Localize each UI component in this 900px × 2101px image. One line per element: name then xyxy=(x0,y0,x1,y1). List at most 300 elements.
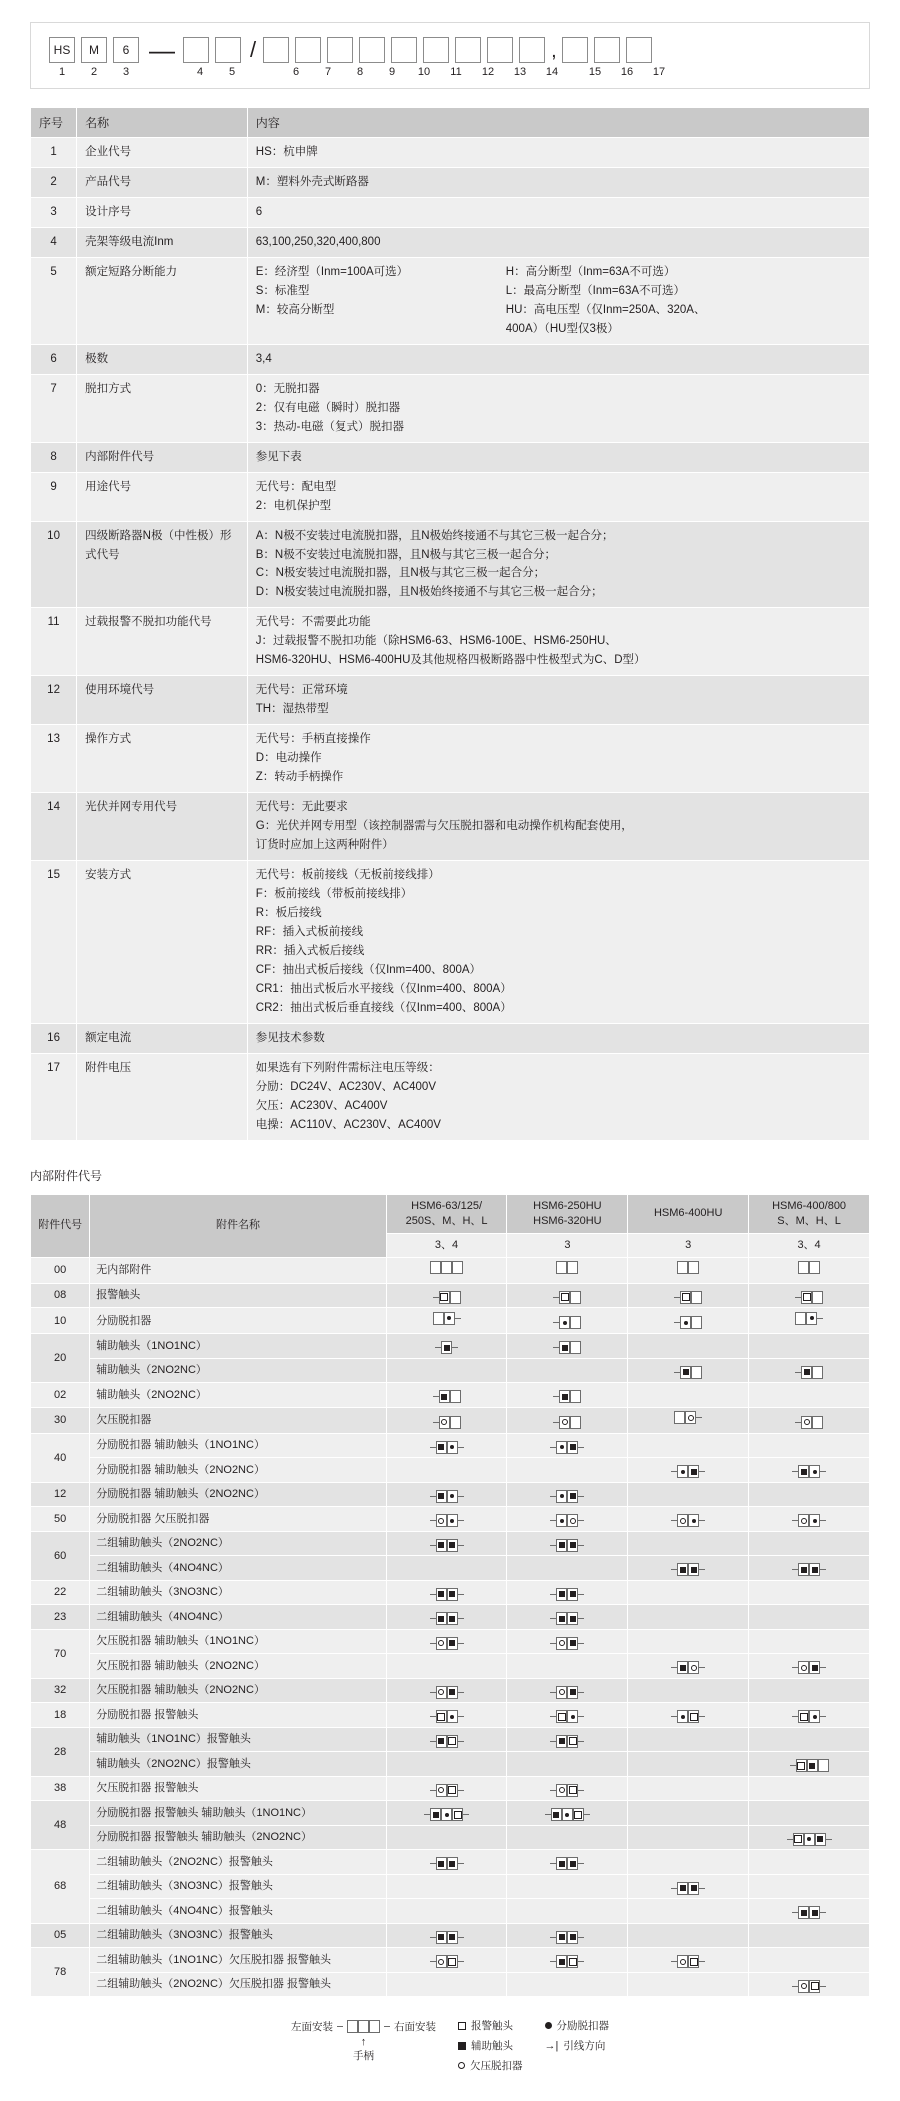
aux-contact-icon xyxy=(567,1637,578,1650)
accessory-section-title: 内部附件代号 xyxy=(30,1168,103,1183)
accessory-code: 02 xyxy=(31,1383,90,1408)
shunt-trip-icon xyxy=(562,1808,573,1821)
acc-header-col-0 xyxy=(386,1194,507,1234)
accessory-symbol xyxy=(430,1857,464,1871)
row-name: 四级断路器N极（中性极）形式代号 xyxy=(77,521,248,608)
acc-header-name: 附件名称 xyxy=(90,1194,386,1257)
accessory-row xyxy=(31,1752,870,1777)
shunt-trip-icon xyxy=(556,1490,567,1503)
accessory-symbol xyxy=(677,1261,699,1275)
accessory-symbol-cell xyxy=(507,1556,628,1581)
alarm-contact-icon xyxy=(798,1710,809,1723)
code-num-8: 8 xyxy=(356,66,364,78)
aux-contact-icon xyxy=(680,1366,691,1379)
accessory-symbol-cell xyxy=(749,1874,870,1899)
code-slot-14 xyxy=(519,37,545,63)
accessory-symbol-cell xyxy=(749,1580,870,1605)
accessory-code: 28 xyxy=(31,1727,90,1776)
accessory-code: 68 xyxy=(31,1850,90,1924)
accessory-symbol xyxy=(550,1857,584,1871)
accessory-symbol-cell xyxy=(386,1605,507,1630)
row-name: 光伏并网专用代号 xyxy=(77,793,248,861)
accessory-symbol xyxy=(674,1290,702,1304)
lead-line-icon xyxy=(699,1716,705,1717)
accessory-symbol xyxy=(430,1261,463,1275)
accessory-symbol xyxy=(430,1734,464,1748)
aux-contact-icon xyxy=(556,1931,567,1944)
accessory-symbol xyxy=(553,1341,581,1355)
accessory-symbol xyxy=(430,1955,464,1969)
code-slot-1: HS xyxy=(49,37,75,63)
content-line: C：N极安装过电流脱扣器，且N极与其它三极一起合分； xyxy=(255,567,546,580)
accessory-symbol xyxy=(674,1316,702,1330)
aux-contact-icon xyxy=(436,1539,447,1552)
accessory-symbol-cell xyxy=(628,1531,749,1556)
row-name: 产品代号 xyxy=(77,167,248,197)
accessory-symbol xyxy=(550,1612,584,1626)
aux-contact-icon xyxy=(556,1955,567,1968)
content-line: 6 xyxy=(255,205,263,218)
accessory-symbol-cell xyxy=(749,1482,870,1507)
accessory-symbol-cell xyxy=(386,1923,507,1948)
accessory-symbol-cell xyxy=(749,1458,870,1483)
row-name: 极数 xyxy=(77,344,248,374)
accessory-symbol-cell xyxy=(386,1825,507,1850)
accessory-symbol-cell xyxy=(507,1407,628,1433)
lead-line-icon xyxy=(578,1692,584,1693)
row-name: 使用环境代号 xyxy=(77,676,248,725)
undervoltage-trip-icon xyxy=(798,1514,809,1527)
content-line: 订货时应加上这两种附件） xyxy=(255,839,394,852)
accessory-symbol-cell xyxy=(507,1482,628,1507)
code-slot-3: 6 xyxy=(113,37,139,63)
empty-box-icon xyxy=(691,1291,702,1304)
legend-handle xyxy=(291,2036,436,2063)
code-slot-6 xyxy=(263,37,289,63)
alarm-contact-icon xyxy=(447,1955,458,1968)
accessory-symbol xyxy=(545,1808,590,1822)
lead-line-icon xyxy=(458,1618,464,1619)
accessory-symbol-cell xyxy=(386,1531,507,1556)
accessory-row xyxy=(31,1899,870,1924)
alarm-contact-icon xyxy=(567,1735,578,1748)
lead-line-icon xyxy=(820,1986,826,1987)
shunt-trip-icon xyxy=(444,1312,455,1325)
content-line: 2：电机保护型 xyxy=(255,499,332,512)
row-no: 12 xyxy=(31,676,77,725)
accessory-symbol-cell xyxy=(386,1556,507,1581)
content-line: B：N极不安装过电流脱扣器，且N极与其它三极一起合分； xyxy=(255,548,557,561)
code-slot-15 xyxy=(562,37,588,63)
accessory-symbol xyxy=(792,1514,826,1528)
lead-line-icon xyxy=(820,1716,826,1717)
empty-box-icon xyxy=(433,1312,444,1325)
accessory-symbol xyxy=(433,1390,461,1404)
content-line: 无代号：手柄直接操作 xyxy=(255,733,371,746)
accessory-name: 辅助触头（1NO1NC） xyxy=(90,1334,386,1359)
accessory-name: 二组辅助触头（3NO3NC）报警触头 xyxy=(90,1874,386,1899)
accessory-code: 20 xyxy=(31,1334,90,1383)
content-line: M：塑料外壳式断路器 xyxy=(255,175,369,188)
code-comma: , xyxy=(551,40,557,62)
row-name: 壳架等级电流Inm xyxy=(77,227,248,257)
lead-line-icon xyxy=(820,1912,826,1913)
row-content xyxy=(247,793,869,861)
shunt-trip-icon xyxy=(688,1514,699,1527)
code-slot-13 xyxy=(487,37,513,63)
undervoltage-trip-icon xyxy=(801,1416,812,1429)
accessory-symbol-cell xyxy=(507,1358,628,1383)
content-line: 3,4 xyxy=(255,352,272,365)
aux-contact-icon xyxy=(567,1857,578,1870)
empty-box-icon xyxy=(570,1390,581,1403)
table-row xyxy=(31,167,870,197)
row-no: 5 xyxy=(31,257,77,344)
accessory-code-table xyxy=(30,1194,870,1998)
accessory-code: 00 xyxy=(31,1257,90,1283)
content-line: 参见下表 xyxy=(255,450,302,463)
aux-contact-icon xyxy=(430,1808,441,1821)
accessory-name: 二组辅助触头（3NO3NC） xyxy=(90,1580,386,1605)
empty-box-icon xyxy=(691,1316,702,1329)
table-row xyxy=(31,442,870,472)
code-slot-7 xyxy=(295,37,321,63)
accessory-symbol xyxy=(792,1563,826,1577)
header-name: 名称 xyxy=(77,108,248,138)
legend-column-1 xyxy=(458,2015,523,2073)
legend-item-shunt xyxy=(545,2018,610,2033)
accessory-symbol-cell xyxy=(507,1727,628,1752)
accessory-symbol-cell xyxy=(749,1776,870,1801)
accessory-symbol-cell xyxy=(628,1556,749,1581)
accessory-row xyxy=(31,1629,870,1654)
code-slot-4 xyxy=(183,37,209,63)
row-no: 11 xyxy=(31,608,77,676)
accessory-symbol-cell xyxy=(628,1580,749,1605)
code-num-7: 7 xyxy=(324,66,332,78)
accessory-symbol-cell xyxy=(749,1850,870,1875)
lead-line-icon xyxy=(578,1790,584,1791)
accessory-row xyxy=(31,1383,870,1408)
accessory-name: 二组辅助触头（2NO2NC）报警触头 xyxy=(90,1850,386,1875)
accessory-symbol xyxy=(550,1710,584,1724)
table-row xyxy=(31,676,870,725)
legend-handle-arrow-icon: ↑ xyxy=(360,2036,367,2049)
accessory-name: 无内部附件 xyxy=(90,1257,386,1283)
accessory-symbol-cell xyxy=(628,1801,749,1826)
accessory-symbol xyxy=(550,1734,584,1748)
code-slot-row xyxy=(49,37,851,63)
accessory-symbol-cell xyxy=(386,1850,507,1875)
accessory-symbol xyxy=(787,1832,832,1846)
aux-contact-icon xyxy=(807,1759,818,1772)
accessory-symbol-cell xyxy=(749,1899,870,1924)
accessory-row xyxy=(31,1923,870,1948)
content-line: Z：转动手柄操作 xyxy=(255,771,344,784)
aux-contact-icon xyxy=(688,1465,699,1478)
accessory-symbol-cell xyxy=(507,1308,628,1334)
accessory-row xyxy=(31,1358,870,1383)
acc-header-col-1-line1: HSM6-250HU xyxy=(533,1199,602,1212)
acc-poles-3: 3、4 xyxy=(749,1234,870,1258)
accessory-symbol xyxy=(435,1341,458,1355)
lead-line-icon xyxy=(696,1417,702,1418)
accessory-row xyxy=(31,1874,870,1899)
accessory-symbol xyxy=(550,1685,584,1699)
undervoltage-trip-icon xyxy=(556,1784,567,1797)
accessory-symbol-cell xyxy=(507,1801,628,1826)
accessory-symbol-cell xyxy=(749,1605,870,1630)
lead-line-icon xyxy=(699,1569,705,1570)
accessory-symbol xyxy=(553,1290,581,1304)
legend-handle-label: 手柄 xyxy=(353,2050,374,2063)
legend-mounting-row xyxy=(291,2019,436,2034)
acc-header-col-3-line2: S、M、H、L xyxy=(777,1215,841,1228)
empty-box-icon xyxy=(818,1759,829,1772)
accessory-row xyxy=(31,1580,870,1605)
accessory-row xyxy=(31,1825,870,1850)
undervoltage-trip-icon xyxy=(688,1661,699,1674)
aux-contact-icon xyxy=(567,1931,578,1944)
content-line: 欠压：AC230V、AC400V xyxy=(255,1099,388,1112)
accessory-symbol-cell xyxy=(628,1703,749,1728)
alarm-contact-icon xyxy=(452,1808,463,1821)
accessory-name: 报警触头 xyxy=(90,1283,386,1308)
row-name: 额定电流 xyxy=(77,1023,248,1053)
row-no: 6 xyxy=(31,344,77,374)
accessory-symbol-cell xyxy=(628,1407,749,1433)
accessory-symbol-cell xyxy=(628,1458,749,1483)
legend-item-shunt-label: 分励脱扣器 xyxy=(556,2020,609,2033)
accessory-row xyxy=(31,1308,870,1334)
aux-contact-icon xyxy=(567,1612,578,1625)
accessory-symbol-cell xyxy=(628,1629,749,1654)
accessory-name: 分励脱扣器 xyxy=(90,1308,386,1334)
lead-line-icon xyxy=(578,1937,584,1938)
accessory-name: 辅助触头（2NO2NC） xyxy=(90,1383,386,1408)
aux-contact-icon xyxy=(436,1441,447,1454)
accessory-name: 分励脱扣器 欠压脱扣器 xyxy=(90,1507,386,1532)
content-line: 无代号：无此要求 xyxy=(255,801,348,814)
aux-contact-icon xyxy=(436,1490,447,1503)
accessory-symbol-cell xyxy=(628,1899,749,1924)
acc-header-col-1 xyxy=(507,1194,628,1234)
lead-line-icon xyxy=(699,1520,705,1521)
row-name: 额定短路分断能力 xyxy=(77,257,248,344)
accessory-symbol-cell xyxy=(628,1605,749,1630)
accessory-symbol xyxy=(671,1514,705,1528)
accessory-symbol-cell xyxy=(628,1308,749,1334)
code-num-5: 5 xyxy=(228,66,236,78)
accessory-row xyxy=(31,1482,870,1507)
code-slot-10 xyxy=(391,37,417,63)
code-num-13: 13 xyxy=(513,66,527,78)
lead-line-icon xyxy=(699,1888,705,1889)
accessory-code: 32 xyxy=(31,1678,90,1703)
shunt-trip-icon xyxy=(809,1465,820,1478)
code-description-table xyxy=(30,107,870,1141)
accessory-symbol-cell xyxy=(749,1972,870,1997)
acc-header-col-2 xyxy=(628,1194,749,1234)
accessory-code: 08 xyxy=(31,1283,90,1308)
accessory-symbol-cell xyxy=(628,1334,749,1359)
accessory-name: 辅助触头（1NO1NC）报警触头 xyxy=(90,1727,386,1752)
code-num-2: 2 xyxy=(90,66,98,78)
code-slot-5 xyxy=(215,37,241,63)
accessory-code: 23 xyxy=(31,1605,90,1630)
code-slot-9 xyxy=(359,37,385,63)
accessory-symbol-cell xyxy=(749,1407,870,1433)
accessory-symbol-cell xyxy=(386,1874,507,1899)
accessory-code: 70 xyxy=(31,1629,90,1678)
table-row xyxy=(31,138,870,168)
content-line: 电操：AC110V、AC230V、AC400V xyxy=(255,1118,441,1131)
accessory-symbol xyxy=(671,1563,705,1577)
lead-line-icon xyxy=(458,1863,464,1864)
lead-line-icon xyxy=(458,1961,464,1962)
accessory-symbol xyxy=(792,1906,826,1920)
accessory-name: 欠压脱扣器 辅助触头（2NO2NC） xyxy=(90,1654,386,1679)
row-name: 设计序号 xyxy=(77,197,248,227)
empty-box-icon xyxy=(812,1366,823,1379)
acc-header-col-0-line1: HSM6-63/125/ xyxy=(411,1199,483,1212)
aux-contact-icon xyxy=(688,1563,699,1576)
undervoltage-trip-icon xyxy=(556,1637,567,1650)
aux-contact-icon xyxy=(436,1857,447,1870)
row-name: 过载报警不脱扣功能代号 xyxy=(77,608,248,676)
accessory-symbol-cell xyxy=(386,1678,507,1703)
acc-poles-1: 3 xyxy=(507,1234,628,1258)
lead-line-icon xyxy=(699,1471,705,1472)
accessory-symbol-cell xyxy=(507,1580,628,1605)
undervoltage-trip-icon xyxy=(798,1661,809,1674)
accessory-name: 二组辅助触头（2NO2NC） xyxy=(90,1531,386,1556)
aux-contact-icon xyxy=(447,1857,458,1870)
accessory-symbol-cell xyxy=(386,1257,507,1283)
accessory-symbol-cell xyxy=(749,1358,870,1383)
accessory-symbol xyxy=(550,1587,584,1601)
legend-left-label: 左面安装 xyxy=(291,2021,333,2034)
accessory-symbol-cell xyxy=(749,1433,870,1458)
accessory-symbol-cell xyxy=(386,1727,507,1752)
accessory-symbol xyxy=(790,1759,829,1773)
aux-contact-icon xyxy=(567,1441,578,1454)
accessory-symbol xyxy=(674,1365,702,1379)
empty-box-icon xyxy=(430,1261,441,1274)
accessory-symbol-cell xyxy=(507,1948,628,1973)
lead-line-icon xyxy=(578,1447,584,1448)
table-row xyxy=(31,344,870,374)
code-num-1: 1 xyxy=(58,66,66,78)
code-slash: / xyxy=(250,37,257,62)
accessory-symbol xyxy=(792,1465,826,1479)
row-no: 2 xyxy=(31,167,77,197)
undervoltage-trip-icon xyxy=(798,1980,809,1993)
accessory-code: 30 xyxy=(31,1407,90,1433)
lead-line-icon xyxy=(578,1961,584,1962)
legend xyxy=(30,2015,870,2073)
accessory-row xyxy=(31,1776,870,1801)
alarm-contact-icon xyxy=(796,1759,807,1772)
product-code-diagram xyxy=(30,22,870,89)
empty-box-icon xyxy=(795,1312,806,1325)
lead-line-icon xyxy=(817,1318,823,1319)
shunt-trip-icon xyxy=(680,1316,691,1329)
content-line: 无代号：正常环境 xyxy=(255,684,348,697)
accessory-symbol xyxy=(433,1290,461,1304)
accessory-name: 欠压脱扣器 辅助触头（2NO2NC） xyxy=(90,1678,386,1703)
empty-box-icon xyxy=(798,1261,809,1274)
row-content xyxy=(247,227,869,257)
aux-contact-icon xyxy=(551,1808,562,1821)
header-no: 序号 xyxy=(31,108,77,138)
accessory-symbol xyxy=(430,1489,464,1503)
lead-line-icon xyxy=(578,1643,584,1644)
undervoltage-trip-icon xyxy=(436,1637,447,1650)
aux-contact-icon xyxy=(677,1882,688,1895)
code-slot-16 xyxy=(594,37,620,63)
code-description-table-body xyxy=(31,138,870,1141)
code-num-4: 4 xyxy=(196,66,204,78)
accessory-symbol-cell xyxy=(628,1874,749,1899)
accessory-row xyxy=(31,1556,870,1581)
accessory-header-row xyxy=(31,1194,870,1234)
content-line: 分励：DC24V、AC230V、AC400V xyxy=(255,1080,437,1093)
alarm-contact-icon xyxy=(556,1710,567,1723)
legend-lead-right-icon xyxy=(384,2026,390,2027)
legend-item-aux xyxy=(458,2038,523,2053)
accessory-symbol-cell xyxy=(386,1507,507,1532)
empty-box-icon xyxy=(450,1390,461,1403)
shunt-trip-icon xyxy=(441,1808,452,1821)
legend-right-label: 右面安装 xyxy=(394,2021,436,2034)
accessory-symbol-cell xyxy=(386,1358,507,1383)
accessory-symbol-cell xyxy=(628,1507,749,1532)
accessory-symbol xyxy=(671,1710,705,1724)
row-content xyxy=(247,725,869,793)
code-num-12: 12 xyxy=(481,66,495,78)
lead-line-icon xyxy=(699,1961,705,1962)
content-line: RF：插入式板前接线 xyxy=(255,925,364,938)
empty-box-icon xyxy=(570,1416,581,1429)
aux-contact-icon xyxy=(559,1390,570,1403)
undervoltage-trip-icon xyxy=(439,1416,450,1429)
content-line: HS：杭申牌 xyxy=(255,146,318,158)
accessory-symbol xyxy=(671,1955,705,1969)
empty-box-icon xyxy=(677,1261,688,1274)
accessory-symbol xyxy=(553,1415,581,1429)
content-line: F：板前接线（带板前接线排） xyxy=(255,888,413,901)
accessory-name: 欠压脱扣器 辅助触头（1NO1NC） xyxy=(90,1629,386,1654)
accessory-symbol-cell xyxy=(749,1556,870,1581)
header-content: 内容 xyxy=(247,108,869,138)
lead-line-icon xyxy=(578,1716,584,1717)
aux-contact-icon xyxy=(798,1465,809,1478)
accessory-symbol-cell xyxy=(628,1948,749,1973)
row-name: 操作方式 xyxy=(77,725,248,793)
row-content xyxy=(247,374,869,442)
accessory-symbol-cell xyxy=(386,1283,507,1308)
page-root xyxy=(0,22,900,2073)
aux-contact-icon xyxy=(567,1588,578,1601)
aux-contact-icon xyxy=(439,1390,450,1403)
aux-contact-icon xyxy=(798,1563,809,1576)
accessory-code: 48 xyxy=(31,1801,90,1850)
shunt-trip-icon xyxy=(677,1710,688,1723)
accessory-code: 18 xyxy=(31,1703,90,1728)
aux-contact-icon xyxy=(556,1735,567,1748)
lead-line-icon xyxy=(458,1496,464,1497)
